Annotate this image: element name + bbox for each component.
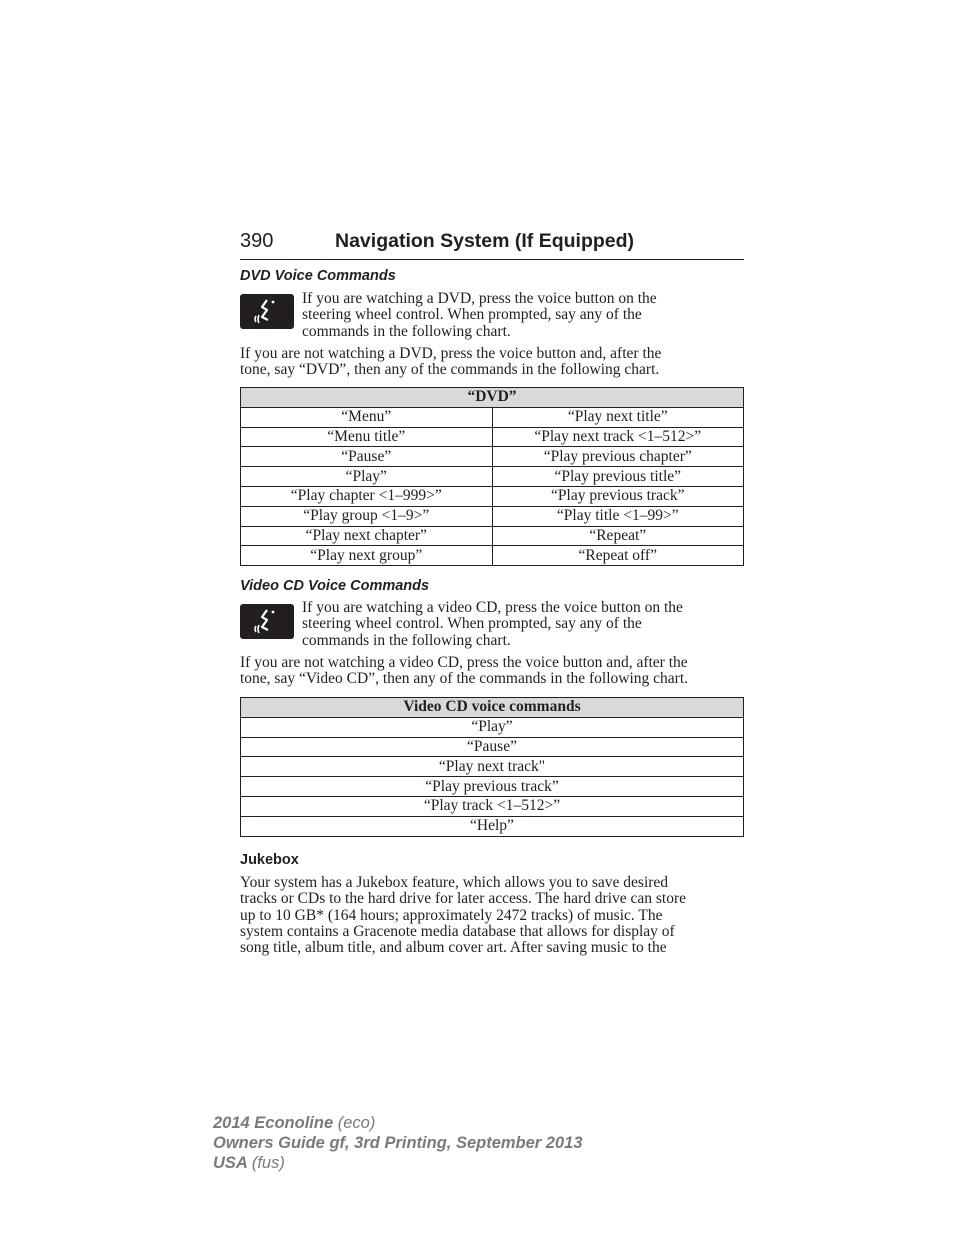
- table-cell: “Play chapter <1–999>”: [241, 486, 493, 506]
- dvd-body-text: If you are not watching a DVD, press the voice button and, after the tone, say “DVD”, then any of the commands in the following chart.: [240, 345, 662, 379]
- table-row: [241, 467, 744, 487]
- table-cell: “Play track <1–512>”: [241, 796, 744, 816]
- voice-button-icon: [240, 294, 294, 329]
- table-cell: “Pause”: [241, 447, 493, 467]
- footer-region: USA: [213, 1154, 248, 1172]
- table-cell: “Play”: [241, 717, 744, 737]
- table-cell: “Play group <1–9>”: [241, 506, 493, 526]
- table-row: [241, 546, 744, 566]
- footer-model: 2014 Econoline: [213, 1114, 334, 1132]
- table-cell: “Repeat off”: [492, 546, 744, 566]
- table-row: [241, 757, 744, 777]
- table-header-row: [241, 388, 744, 408]
- page-number: 390: [240, 230, 274, 252]
- dvd-icon-text: If you are watching a DVD, press the voice button on the steering wheel control. When prompted, say any of the commands in the following chart.: [302, 290, 657, 340]
- table-row: [241, 816, 744, 836]
- table-header-row: [241, 698, 744, 718]
- table-cell: “Menu”: [241, 407, 493, 427]
- vcd-commands-table: [240, 697, 744, 837]
- footer-model-code: (eco): [337, 1114, 376, 1132]
- table-cell: “Play next chapter”: [241, 526, 493, 546]
- dvd-section-heading: DVD Voice Commands: [240, 268, 396, 284]
- vcd-section-heading: Video CD Voice Commands: [240, 578, 430, 594]
- table-row: [241, 717, 744, 737]
- table-header: Video CD voice commands: [241, 698, 744, 718]
- table-row: [241, 486, 744, 506]
- table-row: [241, 796, 744, 816]
- table-cell: “Play title <1–99>”: [492, 506, 744, 526]
- dvd-commands-table: [240, 387, 744, 566]
- page-footer: [213, 1113, 583, 1173]
- table-row: [241, 526, 744, 546]
- jukebox-body-text: Your system has a Jukebox feature, which allows you to save desired tracks or CDs to the hard drive for later access. The hard drive can store up to 10 GB* (164 hours; approximately 2472 tracks) of music. The system contains a Gracenote media database that allows for display of song title, album title, and album cover art. After saving music to the: [240, 874, 687, 957]
- table-row: [241, 407, 744, 427]
- table-cell: “Play”: [241, 467, 493, 487]
- jukebox-heading: Jukebox: [240, 852, 299, 868]
- table-cell: “Menu title”: [241, 427, 493, 447]
- table-row: [241, 506, 744, 526]
- table-cell: “Help”: [241, 816, 744, 836]
- vcd-icon-text: If you are watching a video CD, press the voice button on the steering wheel control. When prompted, say any of the commands in the following chart.: [302, 599, 683, 649]
- table-cell: “Play previous chapter”: [492, 447, 744, 467]
- table-cell: “Repeat”: [492, 526, 744, 546]
- table-cell: “Play next title”: [492, 407, 744, 427]
- table-cell: “Play next track": [241, 757, 744, 777]
- footer-region-code: (fus): [251, 1154, 285, 1172]
- table-row: [241, 737, 744, 757]
- table-cell: “Pause”: [241, 737, 744, 757]
- chapter-title: Navigation System (If Equipped): [335, 230, 635, 252]
- table-cell: “Play next group”: [241, 546, 493, 566]
- table-cell: “Play previous title”: [492, 467, 744, 487]
- table-cell: “Play next track <1–512>”: [492, 427, 744, 447]
- footer-printing: Owners Guide gf, 3rd Printing, September 2013: [213, 1134, 583, 1152]
- table-cell: “Play previous track”: [492, 486, 744, 506]
- vcd-body-text: If you are not watching a video CD, press the voice button and, after the tone, say “Video CD”, then any of the commands in the following chart.: [240, 654, 689, 688]
- table-row: [241, 447, 744, 467]
- table-row: [241, 777, 744, 797]
- table-row: [241, 427, 744, 447]
- voice-button-icon: [240, 604, 294, 639]
- table-header: “DVD”: [241, 388, 744, 408]
- table-cell: “Play previous track”: [241, 777, 744, 797]
- page-header: [240, 229, 744, 260]
